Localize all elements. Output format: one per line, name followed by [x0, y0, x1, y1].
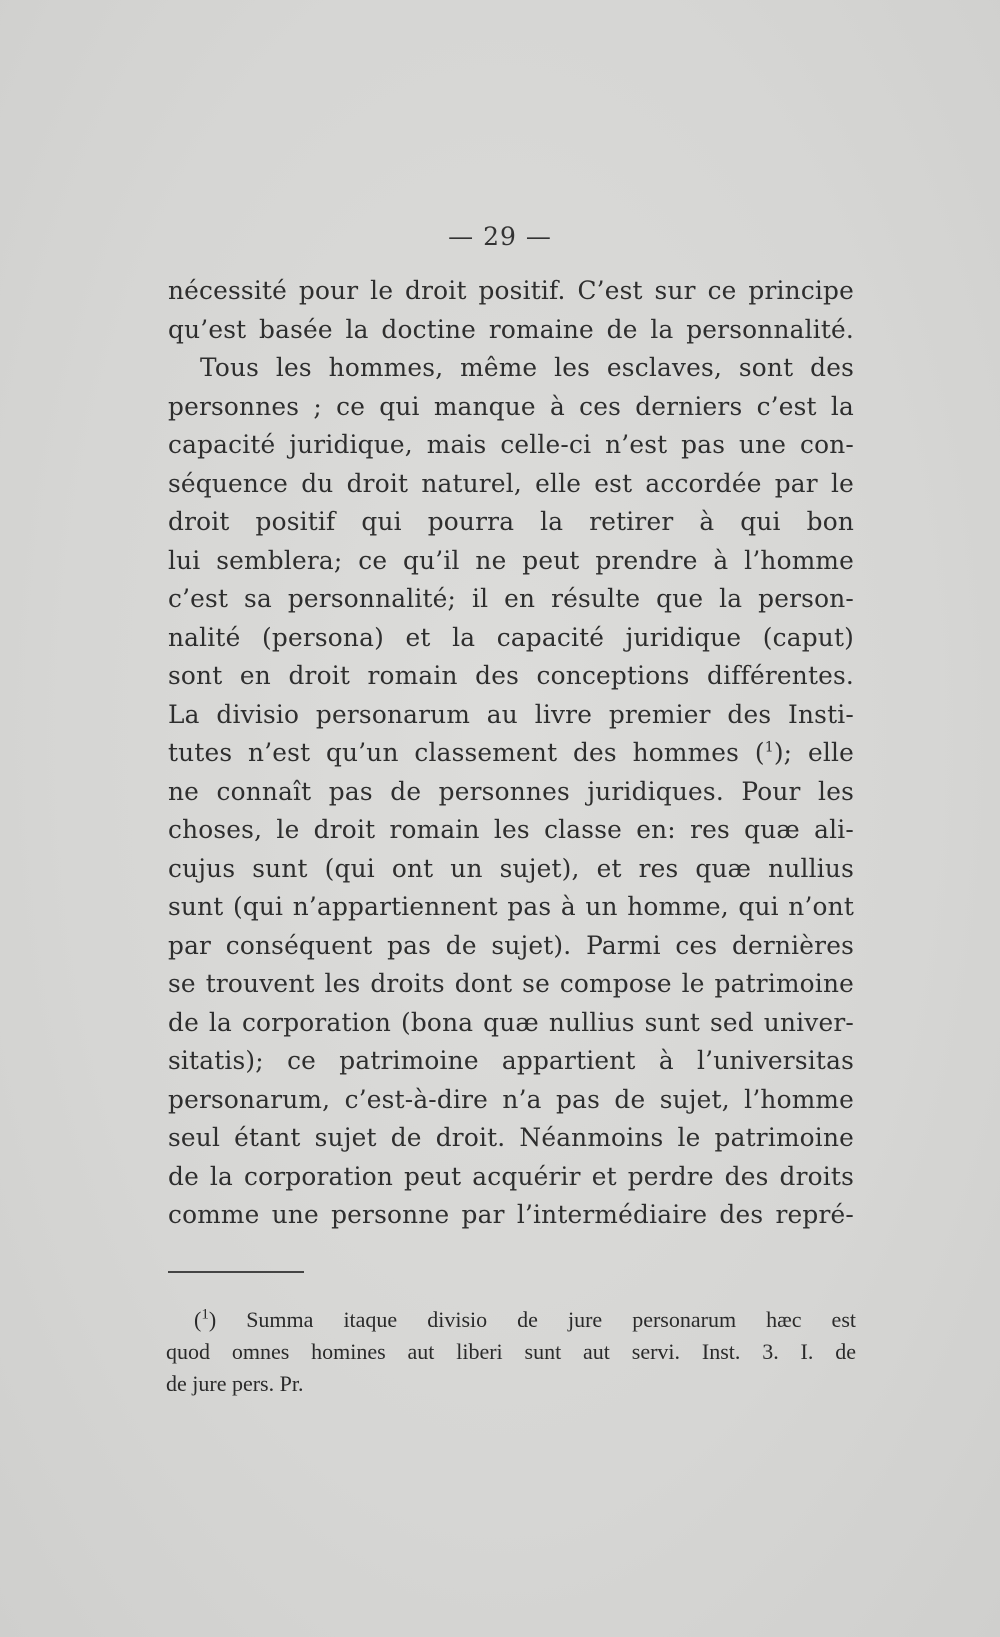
footnote-line: de jure pers. Pr.	[166, 1371, 304, 1396]
text-line-with-note-ref	[168, 734, 854, 773]
text-line: sitatis); ce patrimoine appartient à l’universitas	[168, 1046, 854, 1075]
text-line: Tous les hommes, même les esclaves, sont des	[200, 353, 854, 382]
text-line: personnes ; ce qui manque à ces derniers c’est la	[168, 391, 854, 421]
footnote-text: ) Summa itaque divisio de jure personarum hæc est	[208, 1307, 856, 1332]
text-line: qu’est basée la doctine romaine de la personnalité.	[168, 314, 854, 344]
text-line: par conséquent pas de sujet). Parmi ces dernières	[168, 930, 854, 960]
footnote-line: ($^1$) Summa itaque divisio de jure personarum hæc est	[194, 1306, 856, 1332]
text-line: seul étant sujet de droit. Néanmoins le patrimoine	[168, 1123, 854, 1152]
text-line: cujus sunt (qui ont un sujet), et res quæ nullius	[168, 853, 854, 883]
text-line: c’est sa personnalité; il en résulte que la person-	[168, 584, 854, 613]
body-text	[168, 272, 854, 1235]
text-line: séquence du droit naturel, elle est accordée par le	[168, 468, 854, 498]
text-line: droit positif qui pourra la retirer à qui bon	[168, 507, 854, 536]
text-line: comme une personne par l’intermédiaire des repré-	[168, 1200, 854, 1229]
text-line: sunt (qui n’appartiennent pas à un homme, qui n’ont	[168, 892, 854, 921]
text-segment: tutes n’est qu’un classement des hommes (	[168, 738, 765, 767]
page-number: — 29 —	[448, 222, 552, 251]
text-line: de la corporation peut acquérir et perdre des droits	[168, 1161, 854, 1191]
footnote-divider	[168, 1271, 304, 1273]
text-line: capacité juridique, mais celle-ci n’est pas une con-	[168, 430, 854, 459]
text-line: personarum, c’est-à-dire n’a pas de sujet, l’homme	[168, 1084, 854, 1114]
text-line: ne connaît pas de personnes juridiques. Pour les	[168, 776, 854, 806]
text-line: choses, le droit romain les classe en: res quæ ali-	[168, 815, 854, 844]
text-line: nécessité pour le droit positif. C’est sur ce principe	[168, 276, 854, 305]
text-line: de la corporation (bona quæ nullius sunt sed univer-	[168, 1007, 854, 1037]
footnote	[166, 1304, 856, 1400]
footnote-marker: 1	[201, 1306, 209, 1323]
text-line: se trouvent les droits dont se compose le patrimoine	[168, 969, 854, 998]
footnote-line: quod omnes homines aut liberi sunt aut servi. Inst. 3. I. de	[166, 1339, 856, 1364]
text-segment: ); elle	[773, 738, 854, 767]
footnote-reference: 1	[764, 739, 774, 756]
text-line: La divisio personarum au livre premier des Insti-	[168, 699, 854, 729]
text-line: sont en droit romain des conceptions différentes.	[168, 661, 854, 690]
text-line: nalité (persona) et la capacité juridique (caput)	[168, 622, 854, 652]
text-line: lui semblera; ce qu’il ne peut prendre à l’homme	[168, 545, 854, 575]
